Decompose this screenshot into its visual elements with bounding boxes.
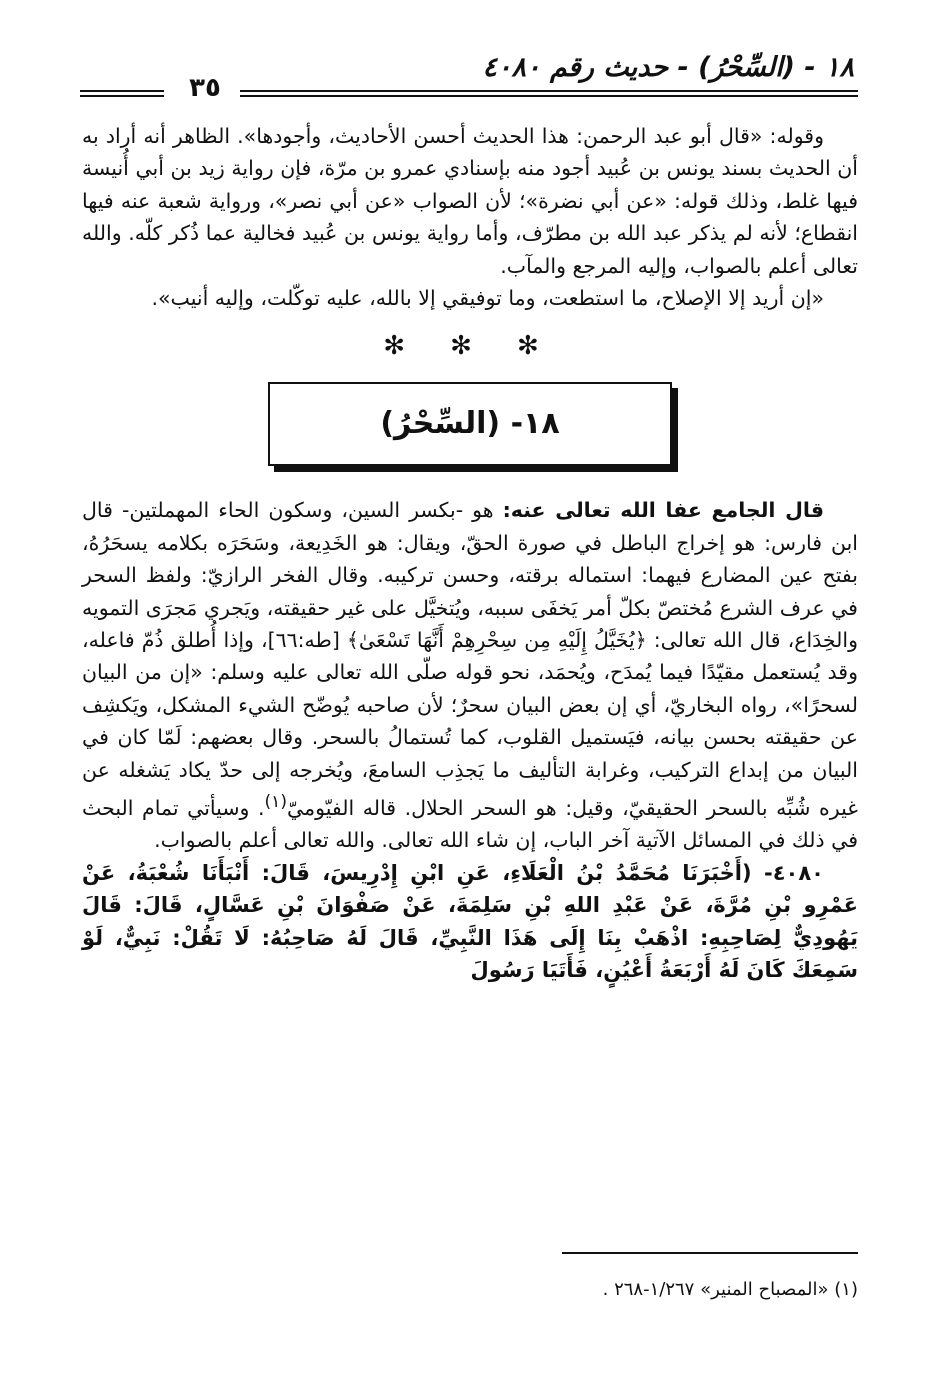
paragraph-3-lead: قال الجامع عفا الله تعالى عنه: (502, 498, 824, 523)
paragraph-3-end: . وسيأتي تمام البحث في ذلك في المسائل الآتية آخر الباب، إن شاء الله تعالى. والله تعالى أعلم بالصواب. (82, 795, 858, 853)
running-title: ١٨ - (السِّحْرُ) - حديث رقم ٤٠٨٠ (482, 52, 854, 83)
footnote-reference[interactable]: (١) (264, 792, 288, 813)
page-number: ٣٥ (189, 73, 221, 103)
section-separator: ✻ ✻ ✻ (383, 331, 557, 362)
page-content (82, 120, 858, 986)
paragraph-3 (82, 494, 858, 856)
paragraph-1: وقوله: «قال أبو عبد الرحمن: هذا الحديث أحسن الأحاديث، وأجودها». الظاهر أنه أراد به أن الحديث بسند يونس بن عُبيد أجود منه بإسنادي عمرو بن مرّة، فإن رواية زيد بن أبي أُنيسة فيها غلط، وذلك قوله: «عن أبي نضرة»؛ لأن الصواب «عن أبي نصر»، ورواية شعبة عنه فيها انقطاع؛ لأنه لم يذكر عبد الله بن مطرّف، وأما رواية يونس بن عُبيد فخالية عما ذُكر كلّه. والله تعالى أعلم بالصواب، وإليه المرجع والمآب. (82, 124, 858, 278)
header-rule-right (240, 90, 858, 97)
footnote-rule (562, 1252, 858, 1254)
paragraph-2: «إن أريد إلا الإصلاح، ما استطعت، وما توفيقي إلا بالله، عليه توكّلت، وإليه أنيب». (151, 286, 824, 311)
chapter-title: ١٨- (السِّحْرُ) (380, 406, 560, 442)
header-rule-left (80, 90, 164, 97)
hadith-text: ٤٠٨٠- (أَخْبَرَنَا مُحَمَّدُ بْنُ الْعَلَاءِ، عَنِ ابْنِ إِدْرِيسَ، قَالَ: أَنْبَأَنَا شُعْبَةُ، عَنْ عَمْرِو بْنِ مُرَّةَ، عَنْ عَبْدِ اللهِ بْنِ سَلِمَةَ، عَنْ صَفْوَانَ بْنِ عَسَّالٍ، قَالَ: قَالَ يَهُودِيٌّ لِصَاحِبِهِ: اذْهَبْ بِنَا إِلَى هَذَا النَّبِيِّ، قَالَ لَهُ صَاحِبُهُ: لَا تَقُلْ: نَبِيٌّ، لَوْ سَمِعَكَ كَانَ لَهُ أَرْبَعَةُ أَعْيُنٍ، فَأَتَيَا رَسُولَ (82, 860, 858, 982)
footnote: (١) «المصباح المنير» ١/٢٦٧-٢٦٨ . (602, 1279, 858, 1300)
chapter-title-box (268, 382, 672, 466)
paragraph-3-text: هو -بكسر السين، وسكون الحاء المهملتين- قال ابن فارس: هو إخراج الباطل في صورة الحقّ، ويقال: هو الخَدِيعة، وسَحَرَه بكلامه يسحَرُهُ، بفتح عين المضارع فيهما: استماله برقته، وحسن تركيبه. وقال الفخر الرازيّ: ولفظ السحر في عرف الشرع مُختصّ بكلّ أمر يَخفَى سببه، ويُتخيَّل على غير حقيقته، ويَجري مَجرَى التمويه والخِدَاع، قال الله تعالى: ﴿يُخَيَّلُ إِلَيْهِ مِن سِحْرِهِمْ أَنَّهَا تَسْعَىٰ﴾ [طه:٦٦]، وإذا أُطلق ذُمّ فاعله، وقد يُستعمل مقيّدًا فيما يُمدَح، ويُحمَد، نحو قوله صلّى الله تعالى عليه وسلم: «إن من البيان لسحرًا»، رواه البخاريّ، أي إن بعض البيان سحرٌ؛ لأن صاحبه يُوضّح الشيء المشكل، ويَكشِف عن حقيقته بحسن بيانه، فيَستميل القلوب، كما تُستمالُ بالسحر. وقال بعضهم: لَمّا كان في البيان من إبداع التركيب، وغرابة التأليف ما يَجذِب السامعَ، ويُخرجه إلى حدّ يكاد يَشغله عن غيره شُبِّه بالسحر الحقيقيّ، وقيل: هو السحر الحلال. قاله الفيّوميّ (82, 498, 858, 820)
